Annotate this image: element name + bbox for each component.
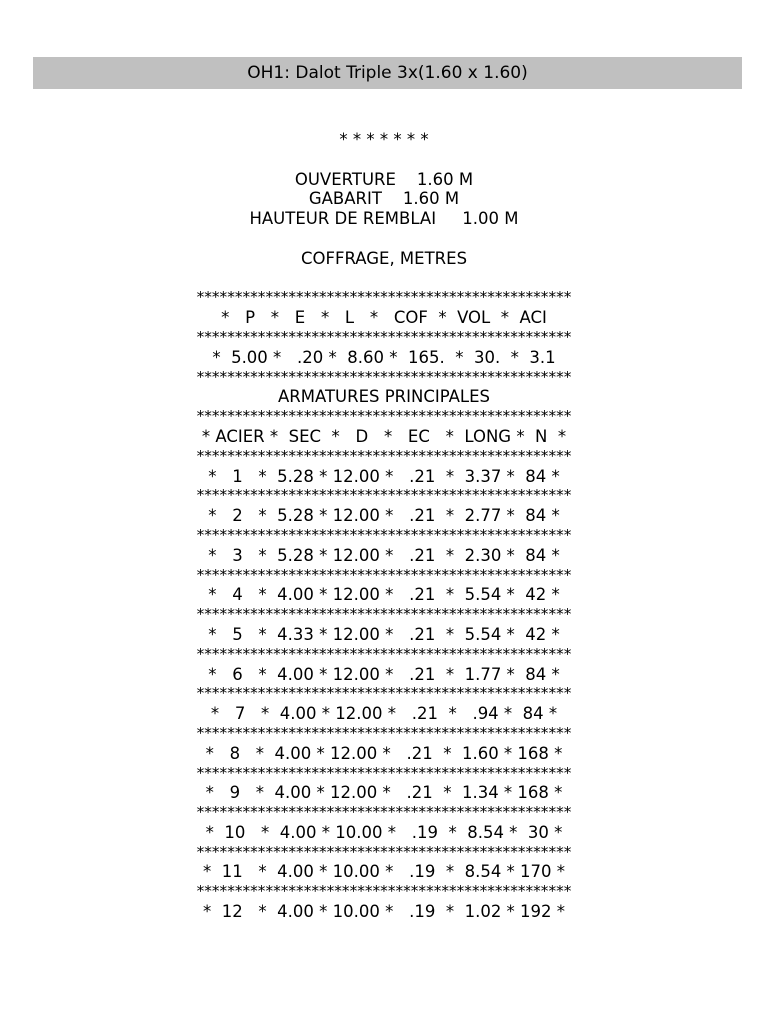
page-title: OH1: Dalot Triple 3x(1.60 x 1.60) <box>33 57 742 89</box>
armatures-row-separator: ************************************************* <box>196 446 572 465</box>
table-row: * 8 * 4.00 * 12.00 * .21 * 1.60 * 168 * <box>205 743 563 763</box>
table-row: * 5 * 4.33 * 12.00 * .21 * 5.54 * 42 * <box>208 624 560 644</box>
table-row: * 6 * 4.00 * 12.00 * .21 * 1.77 * 84 * <box>208 664 560 684</box>
spacer <box>0 150 768 170</box>
spacer <box>0 229 768 249</box>
param-ouverture: OUVERTURE 1.60 M <box>294 169 474 189</box>
armatures-row-separator: ************************************************* <box>196 882 572 901</box>
coffrage-heading: COFFRAGE, METRES <box>300 248 468 268</box>
armatures-table-header: * ACIER * SEC * D * EC * LONG * N * <box>201 426 567 446</box>
armatures-heading: ARMATURES PRINCIPALES <box>277 387 491 407</box>
armatures-row-separator: ************************************************* <box>196 486 572 505</box>
armatures-row-separator: ************************************************* <box>196 723 572 742</box>
param-hauteur-remblai: HAUTEUR DE REMBLAI 1.00 M <box>249 209 519 229</box>
table-row: * 9 * 4.00 * 12.00 * .21 * 1.34 * 168 * <box>205 783 563 803</box>
coffrage-table-header: * P * E * L * COF * VOL * ACI <box>221 308 547 328</box>
document-body <box>0 130 768 922</box>
param-gabarit: GABARIT 1.60 M <box>308 189 460 209</box>
separator-short: * * * * * * * <box>339 130 429 149</box>
table-row: * 2 * 5.28 * 12.00 * .21 * 2.77 * 84 * <box>208 506 560 526</box>
armatures-row-separator: ************************************************* <box>196 684 572 703</box>
spacer <box>0 269 768 289</box>
coffrage-stars-bottom: ************************************************* <box>196 367 572 386</box>
armatures-table-body <box>0 447 768 922</box>
table-row: * 12 * 4.00 * 10.00 * .19 * 1.02 * 192 * <box>202 902 566 922</box>
armatures-row-separator: ************************************************* <box>196 525 572 544</box>
armatures-row-separator: ************************************************* <box>196 605 572 624</box>
table-row: * 7 * 4.00 * 12.00 * .21 * .94 * 84 * <box>210 704 558 724</box>
table-row: * 10 * 4.00 * 10.00 * .19 * 8.54 * 30 * <box>205 822 563 842</box>
armatures-row-separator: ************************************************* <box>196 565 572 584</box>
armatures-row-separator: ************************************************* <box>196 803 572 822</box>
armatures-row-separator: ************************************************* <box>196 763 572 782</box>
table-row: * 3 * 5.28 * 12.00 * .21 * 2.30 * 84 * <box>208 545 560 565</box>
armatures-stars: ************************************************* <box>196 407 572 426</box>
table-row: * 4 * 4.00 * 12.00 * .21 * 5.54 * 42 * <box>208 585 560 605</box>
armatures-row-separator: ************************************************* <box>196 644 572 663</box>
armatures-row-separator: ************************************************* <box>196 842 572 861</box>
table-row: * 11 * 4.00 * 10.00 * .19 * 8.54 * 170 * <box>202 862 566 882</box>
table-row: * 1 * 5.28 * 12.00 * .21 * 3.37 * 84 * <box>208 466 560 486</box>
coffrage-stars-top: ************************************************* <box>196 288 572 307</box>
coffrage-table-row: * 5.00 * .20 * 8.60 * 165. * 30. * 3.1 <box>212 347 556 367</box>
coffrage-stars-mid: ************************************************* <box>196 327 572 346</box>
